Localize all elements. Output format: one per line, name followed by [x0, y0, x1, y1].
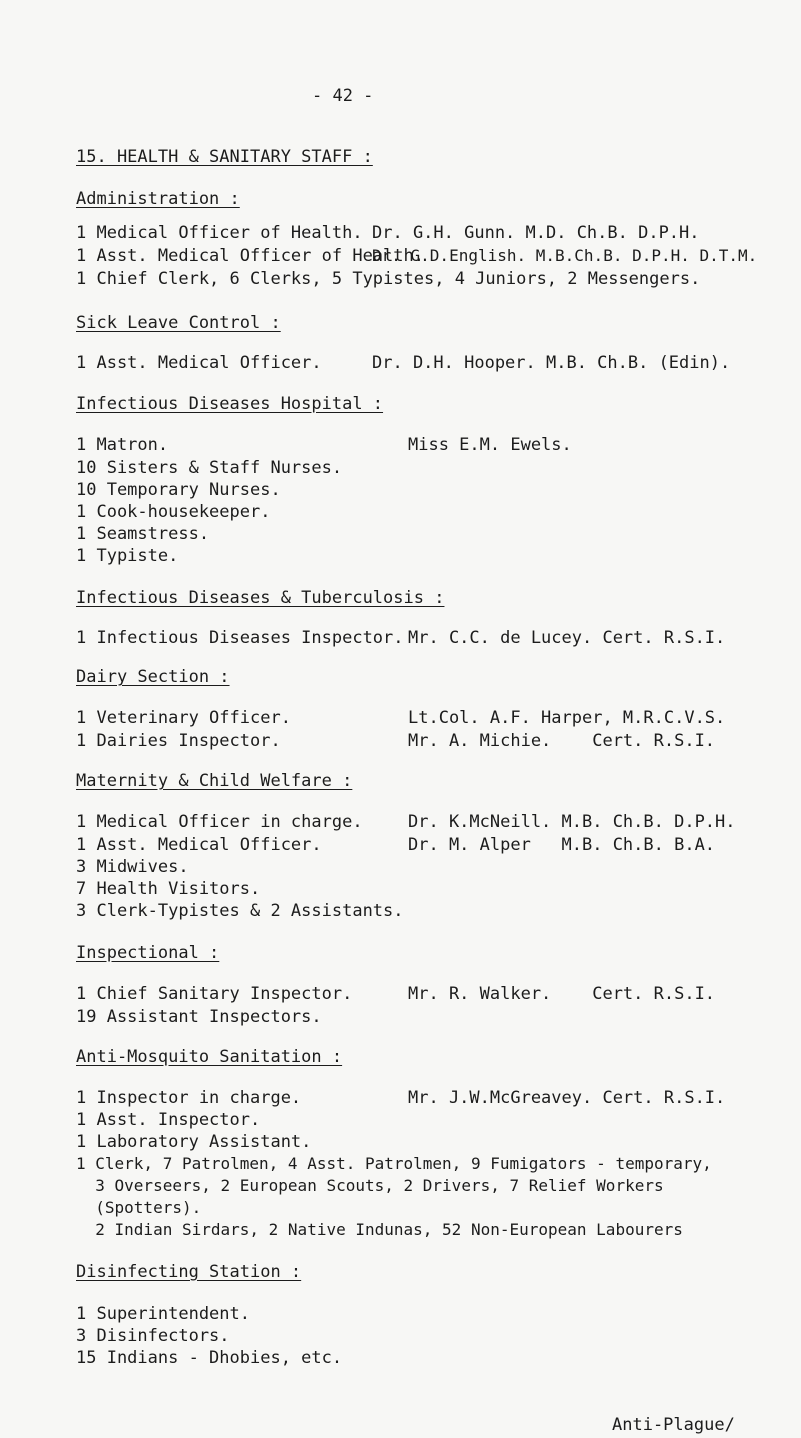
dairy-role: 1 Dairies Inspector.: [76, 731, 281, 751]
dairy-role: 1 Veterinary Officer.: [76, 708, 291, 728]
hospital-role: 10 Sisters & Staff Nurses.: [76, 458, 343, 478]
admin-person: Dr. G.H. Gunn. M.D. Ch.B. D.P.H.: [372, 223, 700, 243]
sick-leave-role: 1 Asst. Medical Officer.: [76, 353, 322, 373]
admin-person: Dr. G.D.English. M.B.Ch.B. D.P.H. D.T.M.: [372, 246, 758, 265]
dairy-person: Lt.Col. A.F. Harper, M.R.C.V.S.: [408, 708, 726, 728]
maternity-role: 1 Asst. Medical Officer.: [76, 835, 322, 855]
heading-anti-mosquito: Anti-Mosquito Sanitation :: [76, 1047, 343, 1067]
mosquito-staff-line: 3 Overseers, 2 European Scouts, 2 Drivers, 7 Relief Workers: [76, 1176, 664, 1195]
disinfecting-role: 3 Disinfectors.: [76, 1326, 230, 1346]
disinfecting-role: 1 Superintendent.: [76, 1304, 250, 1324]
sick-leave-person: Dr. D.H. Hooper. M.B. Ch.B. (Edin).: [372, 353, 731, 373]
mosquito-staff-line: 1 Clerk, 7 Patrolmen, 4 Asst. Patrolmen, 9 Fumigators - temporary,: [76, 1154, 712, 1173]
heading-inspectional: Inspectional :: [76, 943, 220, 963]
inspectional-person: Mr. R. Walker. Cert. R.S.I.: [408, 984, 716, 1004]
maternity-person: Dr. M. Alper M.B. Ch.B. B.A.: [408, 835, 716, 855]
admin-role: 1 Chief Clerk, 6 Clerks, 5 Typistes, 4 Juniors, 2 Messengers.: [76, 269, 701, 289]
maternity-role: 3 Clerk-Typistes & 2 Assistants.: [76, 901, 404, 921]
admin-role: 1 Medical Officer of Health.: [76, 223, 363, 243]
section-title: 15. HEALTH & SANITARY STAFF :: [76, 147, 373, 167]
maternity-role: 7 Health Visitors.: [76, 879, 261, 899]
mosquito-person: Mr. J.W.McGreavey. Cert. R.S.I.: [408, 1088, 726, 1108]
mosquito-staff-line: (Spotters).: [76, 1198, 202, 1217]
hospital-role: 1 Typiste.: [76, 546, 179, 566]
maternity-person: Dr. K.McNeill. M.B. Ch.B. D.P.H.: [408, 812, 736, 832]
maternity-role: 3 Midwives.: [76, 857, 189, 877]
maternity-role: 1 Medical Officer in charge.: [76, 812, 363, 832]
page-number: - 42 -: [312, 86, 374, 106]
inspectional-role: 19 Assistant Inspectors.: [76, 1007, 322, 1027]
tb-role: 1 Infectious Diseases Inspector.: [76, 628, 404, 648]
mosquito-role: 1 Inspector in charge.: [76, 1088, 302, 1108]
heading-maternity: Maternity & Child Welfare :: [76, 771, 353, 791]
heading-disinfecting: Disinfecting Station :: [76, 1262, 302, 1282]
heading-dairy: Dairy Section :: [76, 667, 230, 687]
heading-sick-leave: Sick Leave Control :: [76, 313, 281, 333]
heading-infectious-tb: Infectious Diseases & Tuberculosis :: [76, 588, 445, 608]
tb-person: Mr. C.C. de Lucey. Cert. R.S.I.: [408, 628, 726, 648]
mosquito-role: 1 Laboratory Assistant.: [76, 1132, 312, 1152]
mosquito-staff-line: 2 Indian Sirdars, 2 Native Indunas, 52 Non-European Labourers: [76, 1220, 683, 1239]
catchword: Anti-Plague/: [612, 1415, 735, 1435]
heading-infectious-hospital: Infectious Diseases Hospital :: [76, 394, 384, 414]
disinfecting-role: 15 Indians - Dhobies, etc.: [76, 1348, 343, 1368]
dairy-person: Mr. A. Michie. Cert. R.S.I.: [408, 731, 716, 751]
hospital-role: 1 Cook-housekeeper.: [76, 502, 271, 522]
admin-role: 1 Asst. Medical Officer of Health.: [76, 246, 424, 266]
hospital-role: 10 Temporary Nurses.: [76, 480, 281, 500]
heading-administration: Administration :: [76, 189, 240, 209]
hospital-person: Miss E.M. Ewels.: [408, 435, 572, 455]
hospital-role: 1 Matron.: [76, 435, 169, 455]
hospital-role: 1 Seamstress.: [76, 524, 210, 544]
inspectional-role: 1 Chief Sanitary Inspector.: [76, 984, 353, 1004]
mosquito-role: 1 Asst. Inspector.: [76, 1110, 261, 1130]
